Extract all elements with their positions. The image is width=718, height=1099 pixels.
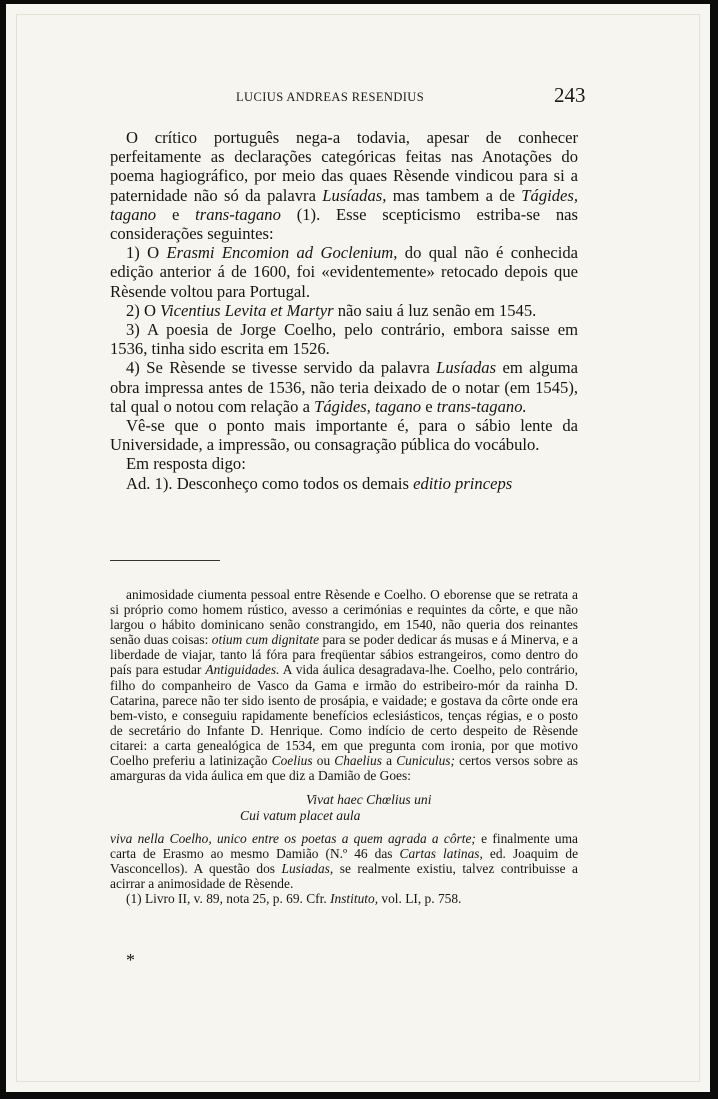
italic-term: trans-tagano — [195, 204, 281, 224]
text-run: se realmente existiu, talvez contribuisse a acirrar a animosidade de Rèsende. — [110, 861, 578, 892]
paragraph-7: Em resposta digo: — [126, 454, 246, 474]
text-run: e finalmente uma carta de Erasmo ao mesmo Damião (N.º 46 das — [110, 831, 578, 862]
italic-term: Coelius — [271, 753, 313, 769]
italic-title: Erasmi Encomion ad Goclenium, — [166, 243, 398, 263]
italic-term: Antiguidades. — [205, 662, 280, 678]
latin-verse — [110, 792, 578, 823]
italic-term: Tágides, tagano — [314, 396, 422, 416]
verse-line-2: Cui vatum placet aula — [240, 807, 361, 823]
text-run: ou — [312, 753, 335, 769]
footnote-1 — [110, 891, 578, 906]
text-run: Ad. 1). Desconheço como todos os demais — [126, 473, 414, 493]
paragraph-1 — [110, 128, 578, 243]
verse-line-1: Vivat haec Chœlius uni — [306, 792, 432, 808]
italic-term: Lusíadas — [436, 358, 497, 378]
running-title: LUCIUS ANDREAS RESENDIUS — [236, 90, 425, 104]
italic-title: Instituto, — [330, 891, 379, 907]
paragraph-8 — [110, 474, 578, 493]
italic-phrase: viva nella Coelho, unico entre os poetas a quem agrada a côrte; — [110, 831, 476, 847]
text-run: 2) O — [126, 300, 161, 320]
paragraph-6: Vê-se que o ponto mais importante é, para o sábio lente da Universidade, a impressão, ou consagração pública do vocábulo. — [110, 416, 578, 455]
text-run: 1) O — [126, 243, 167, 263]
page-number: 243 — [554, 83, 586, 107]
book-page — [6, 4, 710, 1092]
text-run: e — [421, 396, 437, 416]
text-run: mas tambem a de — [386, 185, 522, 205]
italic-title: Vicentius Levita et Martyr — [160, 300, 334, 320]
italic-term: Cuniculus; — [396, 753, 455, 769]
footnotes — [110, 587, 578, 907]
text-run: certos versos sobre as amarguras da vida áulica em que diz a Damião de Goes: — [110, 753, 578, 784]
text-run: em alguma obra impressa antes de 1536, não teria deixado de o notar (em 1545), tal qual o notou com relação a — [110, 358, 578, 416]
text-run: 4) Se Rèsende se tivesse servido da palavra — [126, 358, 437, 378]
text-run: para se poder dedicar ás musas e á Minerva, e a liberdade de viajar, tanto lá fóra para freqüentar sábios estrangeiros, como dentro do país para estudar — [110, 632, 578, 678]
italic-term: editio princeps — [413, 473, 513, 493]
footnote-rule — [110, 560, 220, 561]
paragraph-5 — [110, 358, 578, 416]
italic-term: Lusíadas, — [322, 185, 387, 205]
text-run: O crítico português nega-a todavia, apesar de conhecer perfeitamente as declarações categóricas feitas nas Anotações do poema hagiográfico, por meio das quaes Rèsende vindicou para si a paternidade não só da palavra — [110, 128, 578, 205]
text-run: a — [381, 753, 397, 769]
text-run: A vida áulica desagradava-lhe. Coelho, pelo contrário, filho do companheiro de Vasco da Gama e irmão do estribeiro-mór da rainha D. Catarina, parece não ter sido isento de prosápia, e vaidade; e gostava da côrte onde era bem-visto, e conseguiu rapidamente benefícios eclesiásticos, tenças régias, e o posto de secretário do Infante D. Henrique. Como indício de certo despeito de Rèsende citarei: a carta genealógica de 1534, em que pregunta com ironia, por que motivo Coelho preferiu a latinização — [110, 662, 578, 769]
text-run: (1) Livro II, v. 89, nota 25, p. 69. Cfr. — [126, 891, 331, 907]
text-run: ed. Joaquim de Vasconcellos). A questão dos — [110, 846, 579, 877]
main-text — [110, 128, 578, 493]
asterisk-mark: * — [126, 950, 135, 970]
text-run: vol. LI, p. 758. — [378, 891, 462, 907]
paragraph-3 — [110, 301, 578, 320]
text-run: não saiu á luz senão em 1545. — [333, 300, 537, 320]
italic-phrase: otium cum dignitate — [211, 632, 320, 648]
text-run: animosidade ciumenta pessoal entre Rèsende e Coelho. O eborense que se retrata a si próprio como homem rústico, avesso a cerimónias e requintes da côrte, e que não largou o hábito dominicano senão constrangido, em 1540, não queria dos reinantes senão duas coisas: — [110, 587, 578, 648]
paragraph-2 — [110, 243, 578, 301]
italic-title: Cartas latinas, — [399, 846, 483, 862]
paragraph-4: 3) A poesia de Jorge Coelho, pelo contrário, embora saisse em 1536, tinha sido escrita em 1526. — [110, 320, 578, 359]
italic-term: trans-tagano. — [436, 396, 527, 416]
text-run: e — [156, 204, 196, 224]
footnote-continuation — [110, 587, 578, 783]
italic-term: Lusiadas, — [281, 861, 334, 877]
italic-term: Tágides, tagano — [110, 185, 578, 224]
footnote-text — [110, 831, 578, 891]
italic-term: Chaelius — [334, 753, 382, 769]
text-run: (1). Esse scepticismo estriba-se nas considerações seguintes: — [110, 204, 578, 244]
text-run: do qual não é conhecida edição anterior á de 1600, foi «evidentemente» retocado depois que Rèsende voltou para Portugal. — [110, 243, 578, 301]
